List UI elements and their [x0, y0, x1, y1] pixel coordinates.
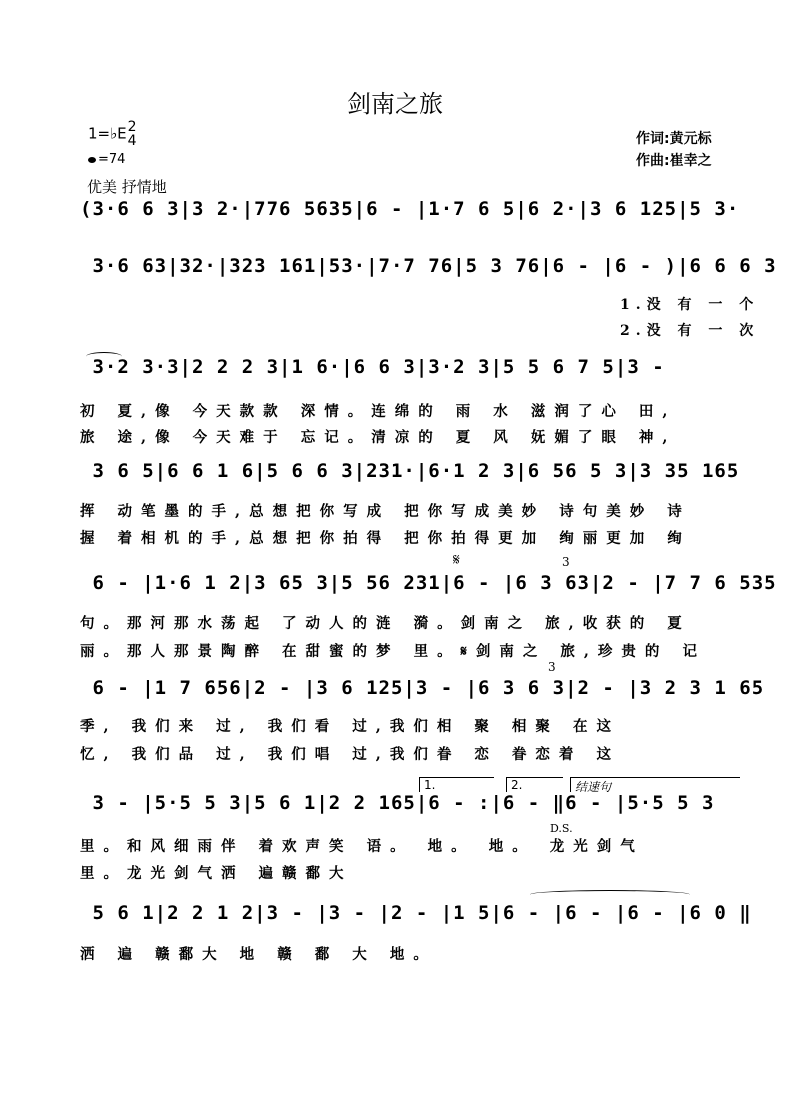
key-label: 1=♭E	[88, 124, 127, 143]
notes: 6 - |1·6 1 2|3 65 3|5 56 231|6 - |6 3 63|2 - |7 7 6 535	[80, 572, 777, 594]
notation-row-4	[80, 460, 740, 504]
volta-1: 1.	[419, 777, 494, 792]
composer-credit: 作曲:崔幸之	[636, 153, 712, 169]
notes: 3 6 5|6 6 1 6|5 6 6 3|231·|6·1 2 3|6 56 5 3|3 35 165	[80, 460, 740, 482]
slur	[530, 890, 690, 899]
quarter-note-icon	[88, 157, 96, 163]
lyric-line: 句。那河那水荡起 了动人的涟 漪。剑南之 旅,收获的 夏	[80, 615, 691, 632]
lyric-line: 初 夏,像 今天款款 深情。连绵的 雨 水 滋润了心 田,	[80, 403, 677, 420]
notes: (3·6 6 3|3 2·|776 5635|6 - |1·7 6 5|6 2·|3 6 125|5 3·	[80, 198, 740, 220]
lyric-line: 季, 我们来 过, 我们看 过,我们相 聚 相聚 在这	[80, 718, 620, 735]
slur	[86, 352, 122, 361]
notes: 3·6 63|32·|323 161|53·|7·7 76|5 3 76|6 - |6 - )|6 6 6 3	[80, 255, 777, 277]
notes: 3 - |5·5 5 3|5 6 1|2 2 165|6 - :|6 - ‖6 - |5·5 5 3	[80, 792, 715, 814]
lyric-line: 丽。那人那景陶醉 在甜蜜的梦 里。𝄋剑南之 旅,珍贵的 记	[80, 643, 706, 660]
expression-marking: 优美 抒情地	[87, 178, 167, 196]
lyric-line: 握 着相机的手,总想把你拍得 把你拍得更加 绚丽更加 绚	[80, 530, 691, 547]
notation-row-7	[80, 792, 740, 836]
triplet-mark: 3	[562, 555, 570, 569]
lyric-line: 旅 途,像 今天难于 忘记。清凉的 夏 风 妩媚了眼 神,	[80, 429, 677, 446]
volta-2: 2.	[506, 777, 563, 792]
tempo-marking: =74	[88, 152, 125, 167]
triplet-mark: 3	[548, 660, 556, 674]
notes: 6 - |1 7 656|2 - |3 6 125|3 - |6 3 6 3|2 - |3 2 3 1 65	[80, 677, 765, 699]
notes: 3·2 3·3|2 2 2 3|1 6·|6 6 3|3·2 3|5 5 6 7 5|3 -	[80, 356, 665, 378]
notation-row-1	[80, 198, 740, 242]
coda-marking: 结速句	[570, 777, 740, 792]
notes: 5 6 1|2 2 1 2|3 - |3 - |2 - |1 5|6 - |6 - |6 - |6 0 ‖	[80, 902, 752, 924]
ds-marking: D.S.	[550, 822, 573, 835]
lyric-line: 挥 动笔墨的手,总想把你写成 把你写成美妙 诗句美妙 诗	[80, 503, 691, 520]
lyric-intro-1: 1.没 有 一 个	[620, 297, 760, 313]
notation-row-5	[80, 572, 777, 616]
notation-row-8	[80, 902, 752, 946]
lyric-line: 忆, 我们品 过, 我们唱 过,我们眷 恋 眷恋着 这	[80, 746, 620, 763]
lyricist-credit: 作词:黄元标	[636, 131, 712, 147]
lyric-intro-2: 2.没 有 一 次	[620, 323, 760, 339]
lyric-line: 里。龙光剑气洒 遍赣鄱大	[80, 865, 353, 882]
song-title: 剑南之旅	[347, 90, 443, 118]
segno-icon: 𝄋	[453, 550, 460, 569]
key-signature	[88, 120, 137, 148]
lyric-line: 洒 遍 赣鄱大 地 赣 鄱 大 地。	[80, 946, 437, 963]
notation-row-2	[80, 255, 777, 299]
time-signature: 2 4	[127, 119, 137, 149]
lyric-line: 里。和风细雨伴 着欢声笑 语。 地。 地。 龙光剑气	[80, 838, 644, 855]
notation-row-3	[80, 356, 740, 400]
